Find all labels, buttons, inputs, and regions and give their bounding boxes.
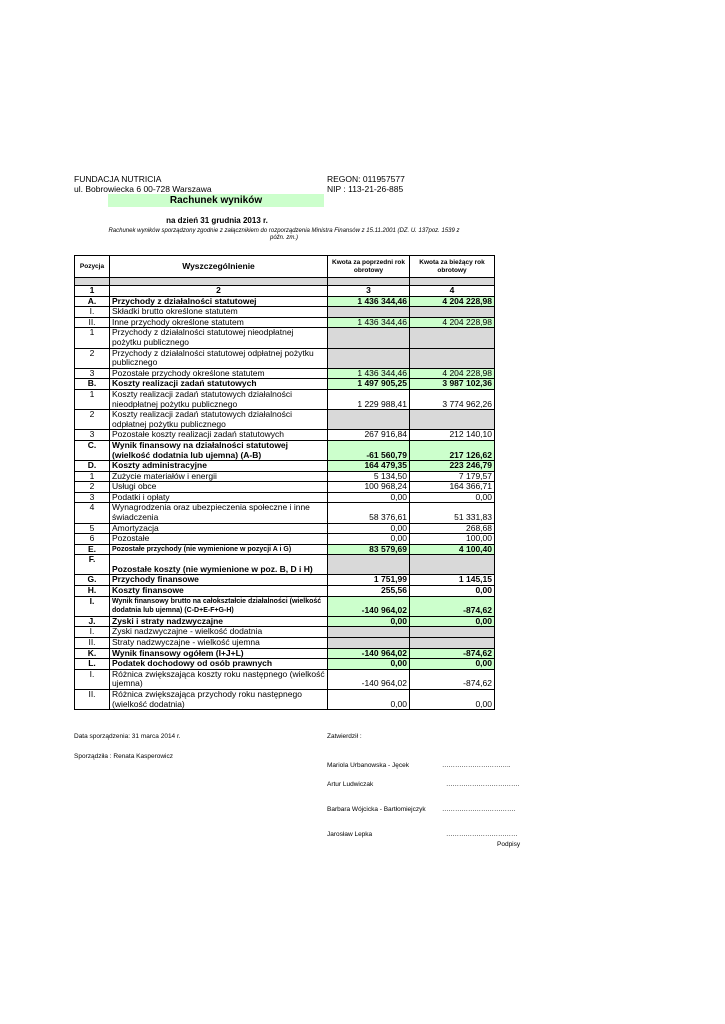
- cell-prev: 58 376,61: [328, 503, 410, 523]
- col-number-2: 2: [110, 286, 328, 297]
- cell-pos: C.: [75, 440, 110, 460]
- cell-curr: 4 204 228,98: [410, 317, 495, 328]
- cell-prev: -140 964,02: [328, 669, 410, 689]
- header-curr: Kwota za bieżący rok obrotowy: [410, 256, 495, 278]
- table-row: [75, 648, 495, 659]
- date-line: na dzień 31 grudnia 2013 r.: [166, 216, 268, 225]
- cell-curr: 212 140,10: [410, 430, 495, 441]
- cell-pos: A.: [75, 296, 110, 307]
- table-row: [75, 430, 495, 441]
- cell-prev: 1 436 344,46: [328, 296, 410, 307]
- cell-desc: Przychody finansowe: [110, 575, 328, 586]
- cell-desc: Pozostałe koszty (nie wymienione w poz. B, D i H): [110, 555, 328, 575]
- cell-pos: 6: [75, 534, 110, 545]
- cell-pos: 5: [75, 523, 110, 534]
- table-row: [75, 440, 495, 460]
- spacer-cell: [110, 278, 328, 286]
- cell-pos: 1: [75, 471, 110, 482]
- table-row: [75, 471, 495, 482]
- cell-pos: 3: [75, 492, 110, 503]
- cell-curr: 0,00: [410, 586, 495, 597]
- cell-pos: II.: [75, 689, 110, 709]
- cell-prev: 267 916,84: [328, 430, 410, 441]
- nip: NIP : 113-21-26-885: [327, 184, 404, 194]
- table-row: [75, 555, 495, 575]
- cell-desc: Zużycie materiałów i energii: [110, 471, 328, 482]
- table-row: [75, 669, 495, 689]
- cell-prev: 255,56: [328, 586, 410, 597]
- cell-curr: -874,62: [410, 669, 495, 689]
- cell-curr: 4 100,40: [410, 544, 495, 555]
- signature-line: ……………………………: [446, 831, 518, 838]
- table-row: [75, 523, 495, 534]
- document-title: Rachunek wyników: [108, 194, 324, 207]
- cell-desc: Koszty realizacji zadań statutowych działalności odpłatnej pożytku publicznego: [110, 410, 328, 430]
- cell-prev: [328, 348, 410, 368]
- cell-desc: Przychody z działalności statutowej nieodpłatnej pożytku publicznego: [110, 328, 328, 348]
- cell-prev: 1 497 905,25: [328, 379, 410, 390]
- cell-curr: [410, 307, 495, 318]
- header-desc: Wyszczególnienie: [110, 256, 328, 278]
- spacer-cell: [328, 278, 410, 286]
- date-prepared: Data sporządzenia: 31 marca 2014 r.: [74, 733, 181, 740]
- cell-curr: 0,00: [410, 616, 495, 627]
- signature-line: …………………………….: [442, 806, 516, 813]
- cell-pos: II.: [75, 317, 110, 328]
- cell-curr: [410, 555, 495, 575]
- cell-curr: [410, 328, 495, 348]
- signature-line: …………………………….: [446, 781, 520, 788]
- cell-pos: F.: [75, 555, 110, 575]
- cell-pos: I.: [75, 596, 110, 616]
- cell-pos: E.: [75, 544, 110, 555]
- org-address: ul. Bobrowiecka 6 00-728 Warszawa: [74, 184, 212, 194]
- cell-desc: Wynik finansowy ogółem (I+J+L): [110, 648, 328, 659]
- header-pos: Pozycja: [75, 256, 110, 278]
- table-row: [75, 328, 495, 348]
- cell-desc: Pozostałe przychody (nie wymienione w pozycji A i G): [110, 544, 328, 555]
- table-row: [75, 389, 495, 409]
- table-row: [75, 689, 495, 709]
- cell-curr: 4 204 228,98: [410, 368, 495, 379]
- signatures-label: Podpisy: [497, 841, 521, 848]
- header-prev: Kwota za poprzedni rok obrotowy: [328, 256, 410, 278]
- cell-desc: Przychody z działalności statutowej odpłatnej pożytku publicznego: [110, 348, 328, 368]
- cell-curr: [410, 638, 495, 649]
- cell-curr: 3 987 102,36: [410, 379, 495, 390]
- cell-prev: 0,00: [328, 534, 410, 545]
- cell-desc: Pozostałe przychody określone statutem: [110, 368, 328, 379]
- cell-pos: II.: [75, 638, 110, 649]
- cell-prev: [328, 638, 410, 649]
- cell-curr: [410, 348, 495, 368]
- cell-desc: Różnica zwiększająca przychody roku następnego (wielkość dodatnia): [110, 689, 328, 709]
- cell-pos: 1: [75, 389, 110, 409]
- cell-desc: Koszty finansowe: [110, 586, 328, 597]
- cell-prev: 0,00: [328, 616, 410, 627]
- cell-desc: Koszty realizacji zadań statutowych: [110, 379, 328, 390]
- regon: REGON: 011957577: [327, 174, 405, 184]
- cell-prev: -61 560,79: [328, 440, 410, 460]
- cell-pos: 2: [75, 410, 110, 430]
- cell-pos: 3: [75, 368, 110, 379]
- col-number-3: 3: [328, 286, 410, 297]
- cell-prev: 0,00: [328, 659, 410, 670]
- table-row: [75, 379, 495, 390]
- cell-curr: -874,62: [410, 648, 495, 659]
- signatory-name: Mariola Urbanowska - Jęcek: [327, 762, 410, 769]
- regulation-note: [74, 228, 494, 242]
- signatory-name: Jarosław Lepka: [327, 831, 373, 838]
- cell-prev: 83 579,69: [328, 544, 410, 555]
- cell-desc: Podatek dochodowy od osób prawnych: [110, 659, 328, 670]
- table-row: [75, 296, 495, 307]
- cell-prev: 0,00: [328, 689, 410, 709]
- cell-desc: Koszty realizacji zadań statutowych działalności nieodpłatnej pożytku publicznego: [110, 389, 328, 409]
- cell-desc: Wynik finansowy na działalności statutowej (wielkość dodatnia lub ujemna) (A-B): [110, 440, 328, 460]
- col-number-4: 4: [410, 286, 495, 297]
- regulation-note-line-2: późn. zm.): [269, 235, 298, 241]
- table-row: [75, 317, 495, 328]
- table-row: [75, 492, 495, 503]
- cell-curr: 7 179,57: [410, 471, 495, 482]
- org-name: FUNDACJA NUTRICIA: [74, 174, 162, 184]
- cell-prev: 1 751,99: [328, 575, 410, 586]
- cell-curr: -874,62: [410, 596, 495, 616]
- cell-curr: 223 246,79: [410, 461, 495, 472]
- cell-curr: 0,00: [410, 492, 495, 503]
- cell-prev: 1 229 988,41: [328, 389, 410, 409]
- table-row: [75, 586, 495, 597]
- cell-curr: 164 366,71: [410, 482, 495, 493]
- table-row: [75, 627, 495, 638]
- table-row: [75, 575, 495, 586]
- cell-desc: Amortyzacja: [110, 523, 328, 534]
- cell-desc: Wynik finansowy brutto na całokształcie działalności (wielkość dodatnia lub ujemna) (C-D+E-F+G-H): [110, 596, 328, 616]
- table-row: [75, 348, 495, 368]
- signatory-name: Artur Ludwiczak: [327, 781, 374, 788]
- cell-prev: [328, 328, 410, 348]
- cell-desc: Różnica zwiększająca koszty roku następnego (wielkość ujemna): [110, 669, 328, 689]
- cell-curr: [410, 627, 495, 638]
- cell-desc: Składki brutto określone statutem: [110, 307, 328, 318]
- table-row: [75, 307, 495, 318]
- cell-pos: J.: [75, 616, 110, 627]
- col-number-1: 1: [75, 286, 110, 297]
- cell-pos: H.: [75, 586, 110, 597]
- cell-desc: Inne przychody określone statutem: [110, 317, 328, 328]
- table-row: [75, 482, 495, 493]
- cell-curr: 4 204 228,98: [410, 296, 495, 307]
- table-row: [75, 638, 495, 649]
- cell-desc: Podatki i opłaty: [110, 492, 328, 503]
- table-row: [75, 503, 495, 523]
- cell-pos: D.: [75, 461, 110, 472]
- cell-curr: 51 331,83: [410, 503, 495, 523]
- cell-prev: -140 964,02: [328, 648, 410, 659]
- cell-pos: 2: [75, 482, 110, 493]
- approved-label: Zatwierdził :: [327, 733, 362, 740]
- table-row: [75, 616, 495, 627]
- table-row: [75, 410, 495, 430]
- regulation-note-line-1: Rachunek wyników sporządzony zgodnie z załącznikiem do rozporządzenia Ministra Finansów z 15.11.2001 (DZ. U. 137poz. 1539 z: [108, 228, 460, 234]
- cell-prev: 0,00: [328, 492, 410, 503]
- cell-pos: K.: [75, 648, 110, 659]
- cell-curr: 1 145,15: [410, 575, 495, 586]
- cell-desc: Zyski i straty nadzwyczajne: [110, 616, 328, 627]
- cell-desc: Zyski nadzwyczajne - wielkość dodatnia: [110, 627, 328, 638]
- cell-prev: 100 968,24: [328, 482, 410, 493]
- spacer-cell: [410, 278, 495, 286]
- table-row: [75, 544, 495, 555]
- cell-curr: 100,00: [410, 534, 495, 545]
- table-row: [75, 596, 495, 616]
- cell-prev: [328, 307, 410, 318]
- cell-curr: 217 126,62: [410, 440, 495, 460]
- cell-pos: L.: [75, 659, 110, 670]
- cell-prev: 164 479,35: [328, 461, 410, 472]
- cell-pos: 4: [75, 503, 110, 523]
- cell-prev: 0,00: [328, 523, 410, 534]
- cell-prev: [328, 410, 410, 430]
- table-row: [75, 534, 495, 545]
- cell-curr: [410, 410, 495, 430]
- cell-desc: Pozostałe koszty realizacji zadań statutowych: [110, 430, 328, 441]
- cell-curr: 3 774 962,26: [410, 389, 495, 409]
- table-row: [75, 368, 495, 379]
- cell-pos: I.: [75, 669, 110, 689]
- prepared-by: Sporządziła : Renata Kasperowicz: [74, 753, 173, 760]
- spacer-cell: [75, 278, 110, 286]
- cell-pos: I.: [75, 627, 110, 638]
- cell-curr: 0,00: [410, 659, 495, 670]
- cell-curr: 268,68: [410, 523, 495, 534]
- cell-desc: Przychody z działalności statutowej: [110, 296, 328, 307]
- cell-prev: 5 134,50: [328, 471, 410, 482]
- income-statement-table: [74, 255, 495, 710]
- cell-prev: [328, 627, 410, 638]
- cell-desc: Usługi obce: [110, 482, 328, 493]
- cell-pos: 1: [75, 328, 110, 348]
- cell-pos: 3: [75, 430, 110, 441]
- signature-line: …………………………..: [442, 762, 511, 769]
- signatory-name: Barbara Wójcicka - Bartłomiejczyk: [327, 806, 426, 813]
- cell-prev: 1 436 344,46: [328, 317, 410, 328]
- cell-curr: 0,00: [410, 689, 495, 709]
- cell-pos: I.: [75, 307, 110, 318]
- cell-desc: Wynagrodzenia oraz ubezpieczenia społeczne i inne świadczenia: [110, 503, 328, 523]
- cell-prev: 1 436 344,46: [328, 368, 410, 379]
- cell-desc: Koszty administracyjne: [110, 461, 328, 472]
- cell-pos: B.: [75, 379, 110, 390]
- table-row: [75, 461, 495, 472]
- cell-desc: Straty nadzwyczajne - wielkość ujemna: [110, 638, 328, 649]
- cell-pos: 2: [75, 348, 110, 368]
- cell-prev: -140 964,02: [328, 596, 410, 616]
- cell-pos: G.: [75, 575, 110, 586]
- cell-desc: Pozostałe: [110, 534, 328, 545]
- table-row: [75, 659, 495, 670]
- cell-prev: [328, 555, 410, 575]
